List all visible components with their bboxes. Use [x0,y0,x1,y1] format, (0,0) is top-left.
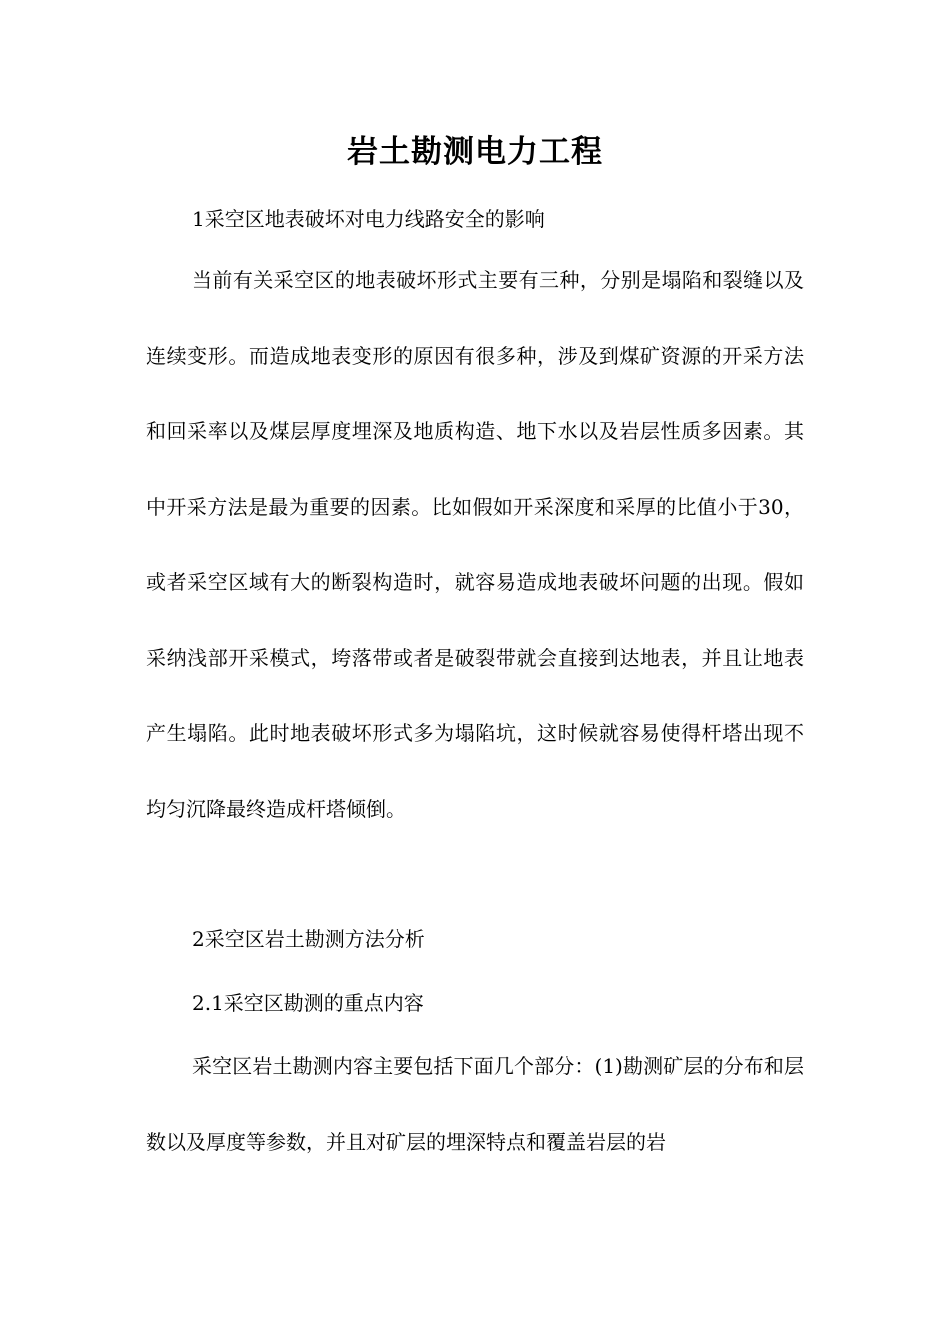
subsection-heading-2-1: 2.1采空区勘测的重点内容 [192,991,424,1015]
subsection-2-1-paragraph: 采空区岩土勘测内容主要包括下面几个部分：(1)勘测矿层的分布和层数以及厚度等参数，并且对矿层的埋深特点和覆盖岩层的岩 [146,1054,804,1154]
section-heading-1: 1采空区地表破坏对电力线路安全的影响 [192,207,545,231]
section-1-paragraph: 当前有关采空区的地表破坏形式主要有三种，分别是塌陷和裂缝以及连续变形。而造成地表变形的原因有很多种，涉及到煤矿资源的开采方法和回采率以及煤层厚度埋深及地质构造、地下水以及岩层性质多因素。其中开采方法是最为重要的因素。比如假如开采深度和采厚的比值小于30，或者采空区域有大的断裂构造时，就容易造成地表破坏问题的出现。假如采纳浅部开采模式，垮落带或者是破裂带就会直接到达地表，并且让地表产生塌陷。此时地表破坏形式多为塌陷坑，这时候就容易使得杆塔出现不均匀沉降最终造成杆塔倾倒。 [146,268,804,821]
section-heading-2: 2采空区岩土勘测方法分析 [192,927,425,951]
document-title: 岩土勘测电力工程 [347,134,603,170]
